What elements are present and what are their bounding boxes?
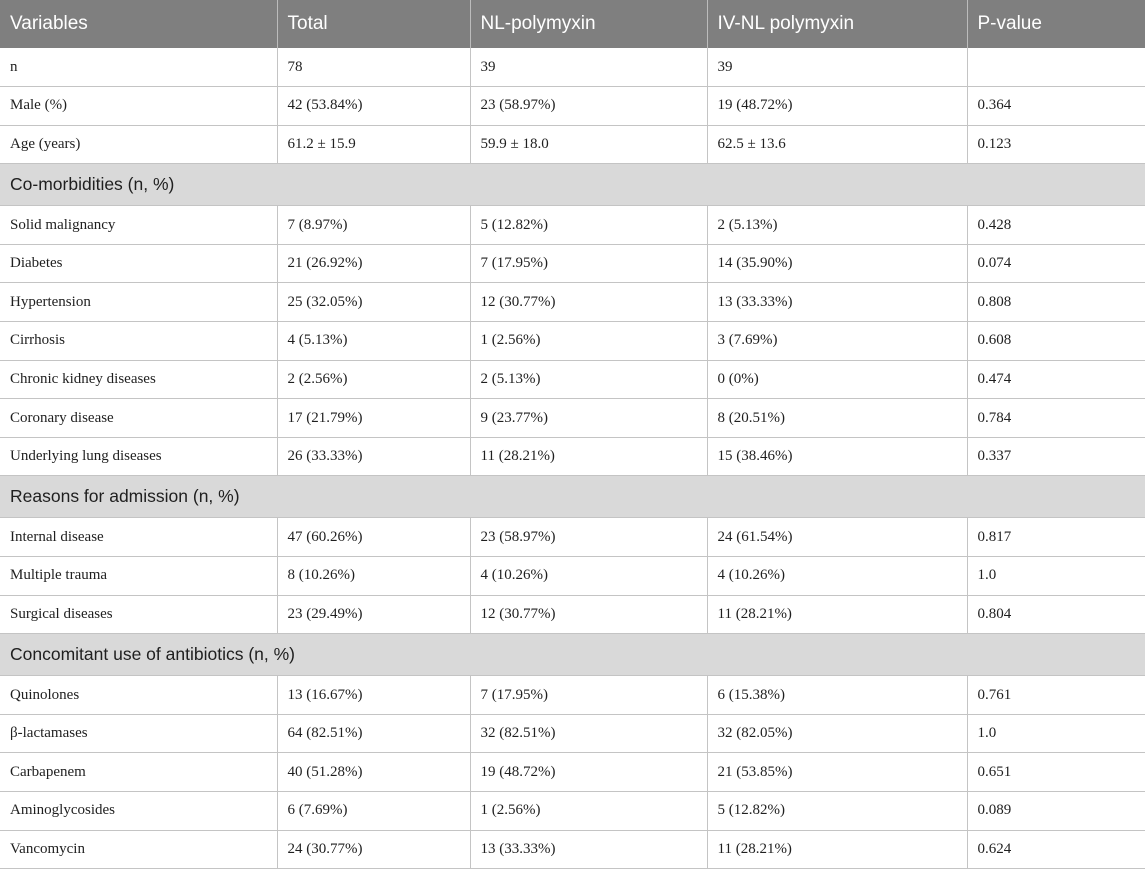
value-cell: 13 (33.33%) — [707, 283, 967, 322]
value-cell: 39 — [470, 48, 707, 87]
value-cell: 0.474 — [967, 360, 1145, 399]
value-cell: 21 (26.92%) — [277, 244, 470, 283]
value-cell: 13 (33.33%) — [470, 830, 707, 869]
column-header: Total — [277, 0, 470, 48]
variable-cell: Carbapenem — [0, 753, 277, 792]
table-row — [0, 518, 1145, 557]
value-cell: 8 (10.26%) — [277, 557, 470, 596]
variable-cell: Vancomycin — [0, 830, 277, 869]
table-row — [0, 676, 1145, 715]
value-cell: 26 (33.33%) — [277, 437, 470, 476]
value-cell: 0.804 — [967, 595, 1145, 634]
table-row — [0, 753, 1145, 792]
table-row — [0, 714, 1145, 753]
table-row — [0, 399, 1145, 438]
column-header: NL-polymyxin — [470, 0, 707, 48]
variable-cell: Cirrhosis — [0, 322, 277, 361]
value-cell: 62.5 ± 13.6 — [707, 125, 967, 164]
table-row — [0, 48, 1145, 87]
variable-cell: Aminoglycosides — [0, 792, 277, 831]
value-cell: 19 (48.72%) — [470, 753, 707, 792]
value-cell: 24 (61.54%) — [707, 518, 967, 557]
value-cell: 12 (30.77%) — [470, 595, 707, 634]
table-row — [0, 360, 1145, 399]
value-cell: 47 (60.26%) — [277, 518, 470, 557]
value-cell: 4 (10.26%) — [470, 557, 707, 596]
variable-cell: Quinolones — [0, 676, 277, 715]
value-cell: 9 (23.77%) — [470, 399, 707, 438]
value-cell: 23 (29.49%) — [277, 595, 470, 634]
value-cell: 2 (5.13%) — [707, 206, 967, 245]
table-row — [0, 830, 1145, 869]
value-cell: 25 (32.05%) — [277, 283, 470, 322]
value-cell: 0.808 — [967, 283, 1145, 322]
table-row — [0, 283, 1145, 322]
value-cell: 78 — [277, 48, 470, 87]
variable-cell: Multiple trauma — [0, 557, 277, 596]
value-cell: 3 (7.69%) — [707, 322, 967, 361]
value-cell: 23 (58.97%) — [470, 87, 707, 126]
value-cell: 0.123 — [967, 125, 1145, 164]
table-row — [0, 792, 1145, 831]
value-cell: 0.784 — [967, 399, 1145, 438]
value-cell: 59.9 ± 18.0 — [470, 125, 707, 164]
variable-cell: Internal disease — [0, 518, 277, 557]
value-cell: 0.074 — [967, 244, 1145, 283]
value-cell: 6 (15.38%) — [707, 676, 967, 715]
column-header: P-value — [967, 0, 1145, 48]
table-row — [0, 206, 1145, 245]
value-cell: 14 (35.90%) — [707, 244, 967, 283]
value-cell: 0.337 — [967, 437, 1145, 476]
value-cell: 0.428 — [967, 206, 1145, 245]
value-cell: 7 (8.97%) — [277, 206, 470, 245]
variable-cell: Surgical diseases — [0, 595, 277, 634]
table-row — [0, 87, 1145, 126]
value-cell: 32 (82.05%) — [707, 714, 967, 753]
value-cell: 5 (12.82%) — [707, 792, 967, 831]
value-cell: 23 (58.97%) — [470, 518, 707, 557]
value-cell: 6 (7.69%) — [277, 792, 470, 831]
table-row — [0, 125, 1145, 164]
value-cell: 11 (28.21%) — [470, 437, 707, 476]
value-cell: 15 (38.46%) — [707, 437, 967, 476]
table-row — [0, 322, 1145, 361]
value-cell: 39 — [707, 48, 967, 87]
value-cell: 8 (20.51%) — [707, 399, 967, 438]
section-label: Concomitant use of antibiotics (n, %) — [0, 634, 1145, 676]
table-row — [0, 557, 1145, 596]
variable-cell: Underlying lung diseases — [0, 437, 277, 476]
value-cell: 0 (0%) — [707, 360, 967, 399]
value-cell: 19 (48.72%) — [707, 87, 967, 126]
section-header-row — [0, 634, 1145, 676]
section-label: Co-morbidities (n, %) — [0, 164, 1145, 206]
value-cell: 42 (53.84%) — [277, 87, 470, 126]
value-cell: 0.817 — [967, 518, 1145, 557]
variable-cell: Chronic kidney diseases — [0, 360, 277, 399]
value-cell: 5 (12.82%) — [470, 206, 707, 245]
variable-cell: n — [0, 48, 277, 87]
value-cell: 21 (53.85%) — [707, 753, 967, 792]
table-header — [0, 0, 1145, 48]
value-cell: 61.2 ± 15.9 — [277, 125, 470, 164]
value-cell: 0.624 — [967, 830, 1145, 869]
value-cell: 64 (82.51%) — [277, 714, 470, 753]
column-header: IV-NL polymyxin — [707, 0, 967, 48]
value-cell: 4 (10.26%) — [707, 557, 967, 596]
value-cell: 11 (28.21%) — [707, 830, 967, 869]
table-row — [0, 595, 1145, 634]
value-cell: 7 (17.95%) — [470, 676, 707, 715]
value-cell: 11 (28.21%) — [707, 595, 967, 634]
section-header-row — [0, 476, 1145, 518]
variable-cell: Hypertension — [0, 283, 277, 322]
variable-cell: Coronary disease — [0, 399, 277, 438]
variable-cell: β-lactamases — [0, 714, 277, 753]
value-cell: 24 (30.77%) — [277, 830, 470, 869]
section-header-row — [0, 164, 1145, 206]
value-cell: 1.0 — [967, 557, 1145, 596]
value-cell: 1.0 — [967, 714, 1145, 753]
value-cell: 2 (2.56%) — [277, 360, 470, 399]
table-row — [0, 437, 1145, 476]
value-cell: 0.364 — [967, 87, 1145, 126]
table-body — [0, 48, 1145, 869]
value-cell: 0.089 — [967, 792, 1145, 831]
value-cell: 1 (2.56%) — [470, 792, 707, 831]
value-cell: 17 (21.79%) — [277, 399, 470, 438]
value-cell: 1 (2.56%) — [470, 322, 707, 361]
value-cell: 0.761 — [967, 676, 1145, 715]
value-cell: 32 (82.51%) — [470, 714, 707, 753]
header-row — [0, 0, 1145, 48]
value-cell: 0.608 — [967, 322, 1145, 361]
variable-cell: Solid malignancy — [0, 206, 277, 245]
value-cell: 2 (5.13%) — [470, 360, 707, 399]
value-cell: 13 (16.67%) — [277, 676, 470, 715]
table-row — [0, 244, 1145, 283]
value-cell: 7 (17.95%) — [470, 244, 707, 283]
value-cell: 40 (51.28%) — [277, 753, 470, 792]
value-cell — [967, 48, 1145, 87]
variable-cell: Diabetes — [0, 244, 277, 283]
value-cell: 12 (30.77%) — [470, 283, 707, 322]
value-cell: 4 (5.13%) — [277, 322, 470, 361]
variable-cell: Male (%) — [0, 87, 277, 126]
column-header: Variables — [0, 0, 277, 48]
value-cell: 0.651 — [967, 753, 1145, 792]
variable-cell: Age (years) — [0, 125, 277, 164]
section-label: Reasons for admission (n, %) — [0, 476, 1145, 518]
